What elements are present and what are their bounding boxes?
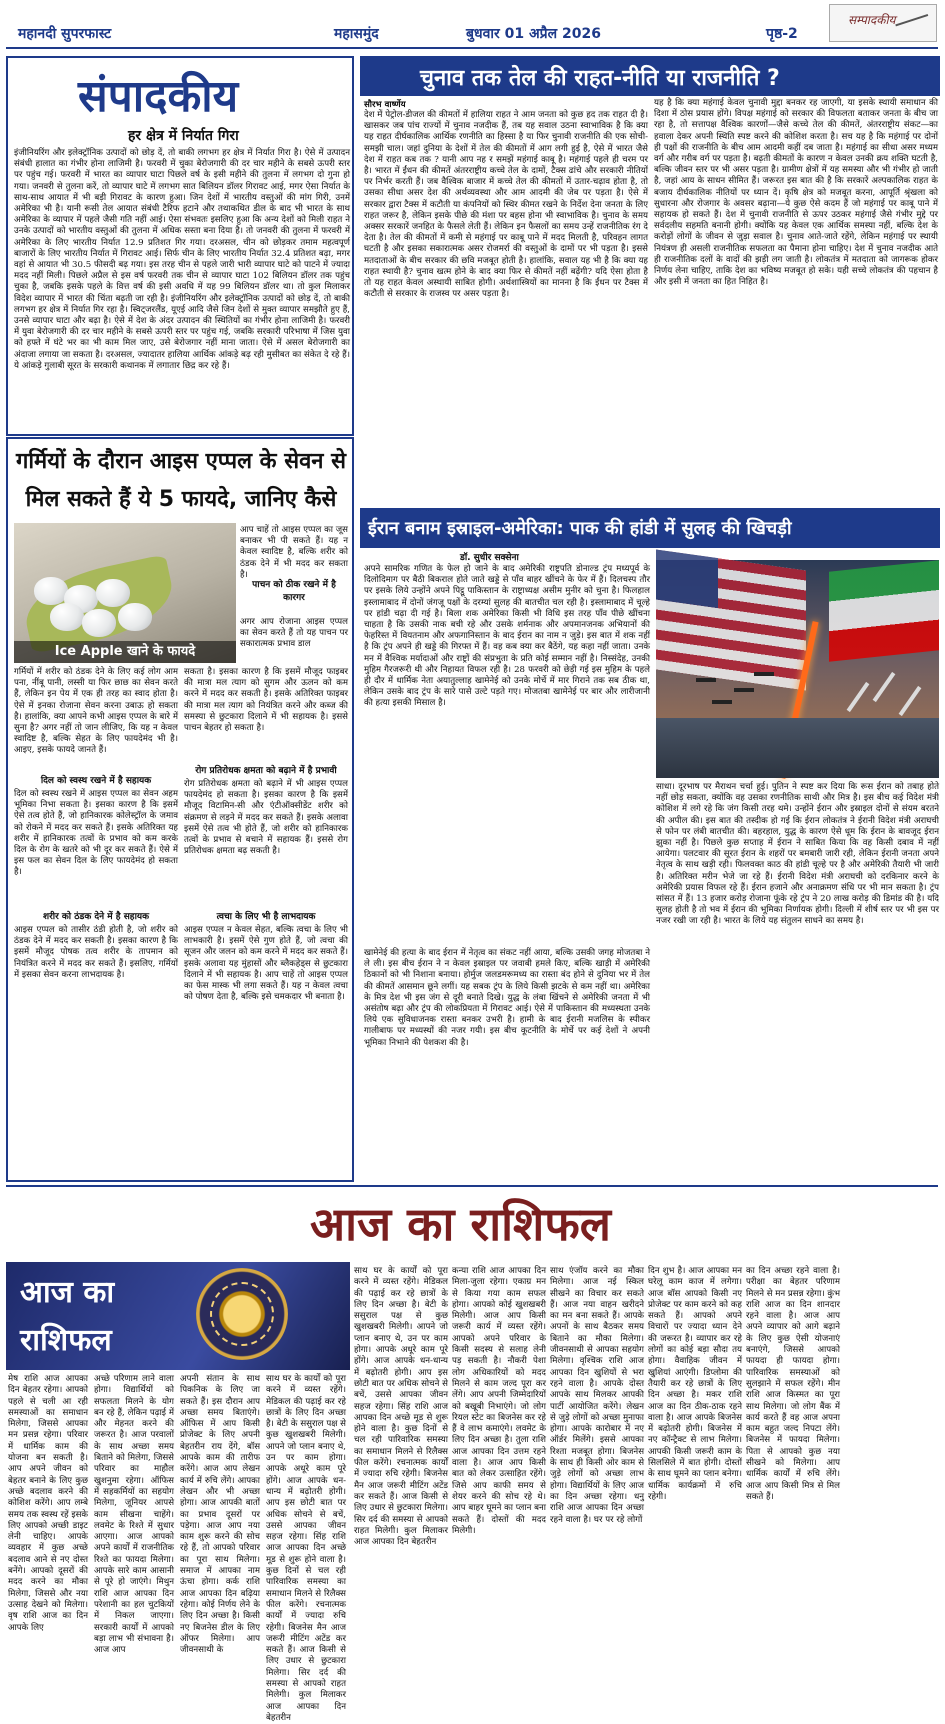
- jet-icon: [734, 688, 754, 692]
- iran-article-banner: [360, 508, 940, 548]
- ice-apple-caption: Ice Apple खाने के फायदे: [14, 641, 236, 663]
- issue-date: बुधवार 01 अप्रैल 2026: [466, 26, 601, 42]
- editorial-logo-text: सम्पादकीय: [848, 13, 896, 27]
- editorial-logo: [829, 4, 937, 42]
- ice-apple-fruit: [96, 579, 130, 607]
- immunity-text: रोग प्रतिरोधक क्षमता को बढ़ाने में भी आइस एप्पल फायदेमंद हो सकता है। इसका कारण है कि इसमें मौजूद विटामिन-सी और एंटीऑक्सीडेंट शरीर को संक्रमण से लड़ने में मदद कर सकते हैं। इसके अलावा इसमें ऐसे तत्व भी होते हैं, जो शरीर को हानिकारक तत्वों के प्रभाव से बचाने में सहायक हैं। इससे रोग प्रतिरोधक क्षमता बढ़ सकती है।: [184, 779, 348, 857]
- election-article-col2: यह है कि क्या महंगाई केवल चुनावी मुद्दा बनकर रह जाएगी, या इसके स्थायी समाधान की दिशा में ठोस प्रयास होंगे। विपक्ष महंगाई को सरकार की विफलता बताकर जनता के बीच जा रहा है, तो सत्तापक्ष वैश्विक कारणों—जैसे कच्चे तेल की कीमतें, अंतरराष्ट्रीय संकट—का हवाला देकर अपनी स्थिति स्पष्ट करने की कोशिश करता है। सच यह है कि महंगाई पर दोनों ही पक्षों की राजनीति के बीच आम आदमी कहीं दब जाता है। महंगाई का सीधा असर मध्यम वर्ग और गरीब वर्ग पर पड़ता है। बढ़ती कीमतों के कारण न केवल उनकी क्रय शक्ति घटती है, बल्कि जीवन स्तर पर भी असर पड़ता है। ग्रामीण क्षेत्रों में यह समस्या और भी गंभीर हो जाती है, जहां आय के साधन सीमित हैं। जरूरत इस बात की है कि सरकारें अल्पकालिक राहत के बजाय दीर्घकालिक नीतियों पर ध्यान दें। कृषि क्षेत्र को मजबूत करना, आपूर्ति श्रृंखला को सुधारना और रोजगार के अवसर बढ़ाना—ये कुछ ऐसे कदम हैं जो महंगाई पर काबू पाने में सहायक हो सकते हैं। देश में चुनावी राजनीति से ऊपर उठकर महंगाई जैसे गंभीर मुद्दे पर सर्वदलीय सहमति बनानी होगी। क्योंकि यह केवल एक आर्थिक समस्या नहीं, बल्कि देश के करोड़ों लोगों के जीवन से जुड़ा सवाल है। चुनाव आते-जाते रहेंगे, लेकिन महंगाई पर स्थायी नियंत्रण ही असली राजनीतिक सफलता का पैमाना होना चाहिए। देश में चुनाव नजदीक आते ही राजनीतिक दलों के वादों की झड़ी लग जाती है। लोकतंत्र में मतदाता को जागरूक होकर निर्णय लेना चाहिए, ताकि देश का भविष्य मजबूत हो सके। यही सच्चे लोकतंत्र की पहचान है और इसी में जनता का हित निहित है।: [654, 98, 938, 288]
- ice-apple-title: गर्मियों के दौरान आइस एप्पल के सेवन से मिल सकते हैं ये 5 फायदे, जानिए कैसे: [15, 449, 347, 512]
- masthead-rule: [6, 47, 938, 49]
- election-article-banner: [360, 56, 940, 96]
- horoscope-title: आज का राशिफल: [310, 1197, 611, 1251]
- heading-skin: त्वचा के लिए भी है लाभदायक: [216, 912, 316, 922]
- iran-war-image: [656, 560, 939, 778]
- intro-text: गर्मियों में शरीर को ठंडक देने के लिए कई लोग आम पना, नींबू पानी, लस्सी या फिर छाछ का सेवन करते हैं, लेकिन इन पेय में एक ही तरह का स्वाद होता है। ऐसे में इनका रोजाना सेवन करना उबाऊ हो सकता है। हालांकि, क्या आपने कभी आइस एप्पल के बारे में सुना है? अगर नहीं तो जान लीजिए, कि यह न केवल स्वादिष्ट है, बल्कि सेहत के लिए फायदेमंद भी है। आइए, इसके फायदे जानते हैं।: [14, 667, 178, 756]
- ground: [656, 718, 939, 778]
- masthead-bar: [6, 20, 826, 44]
- iran-article-title: ईरान बनाम इस्राइल-अमेरिका: पाक की हांडी में सुलह की खिचड़ी: [368, 518, 792, 539]
- missile-icon: [899, 686, 922, 716]
- heading-heart: दिल को स्वस्थ रखने में है सहायक: [40, 776, 152, 786]
- editorial-title: संपादकीय: [78, 71, 239, 122]
- editorial-section: [6, 56, 354, 436]
- horoscope-col3: अपनी संतान के साथ पिकनिक के लिए जा सकते हैं। इस दौरान आप अच्छा समय बिताएंगे। ऑफिस में आप किसी प्रोजेक्ट के लिए अपनी बेहतरीन राय देंगे, बॉस आपके काम की तारीफ करेंगे। आज आप लेखन कार्य में रुचि लेंगे। आपका लेखन और भी अच्छा होगा। आज आपकी बातों का प्रभाव दूसरों पर पड़ेगा। आज आप नया काम शुरू करने की सोच रहे हैं, तो आपको परिवार का पूरा साथ मिलेगा। समाज में आपका नाम ऊंचा होगा। कर्क राशि आज आपका दिन बढ़िया रहेगा। कोई निर्णय लेने के लिए दिन अच्छा है। किसी नए बिजनेस डील के लिए ऑफर मिलेगा। आप जीवनसाथी के: [180, 1374, 260, 1656]
- election-article-author: सौरभ वार्ष्णेय: [364, 100, 406, 110]
- horoscope-col4: साथ घर के कार्यों को पूरा करने में व्यस्त रहेंगे। मेडिकल की पढ़ाई कर रहे छात्रों के लिए दिन अच्छा है। बेटी के ससुराल पक्ष से कुछ खुशखबरी मिलेगी। आपने जो प्लान बनाए थे, उन पर काम होगा। आपके अधूरे काम पूरे होंगे। आज आपके धन-धान्य में बढ़ोतरी होगी। आप इस छोटी बात पर अधिक सोचने से बचें, उससे आपका जीवन सहज रहेगा। सिंह राशि आज आपका दिन अच्छे मूड से शुरू होने वाला है। कुछ दिनों से चल रही पारिवारिक समस्या का समाधान मिलने से रिलैक्स फील करेंगे। रचनात्मक कार्यों में ज्यादा रुचि रहेगी। बिजनेस मैन आज जरूरी मीटिंग अटेंड कर सकते हैं। आज किसी से लिए उधार से छुटकारा मिलेगा। सिर दर्द की समस्या से आपको राहत मिलेगी। कुल मिलाकर आज आपका दिन बेहतरीन: [354, 1266, 448, 1548]
- horoscope-col6: साथ एंजॉय करने का मौका मिलेगा। आज नई स्किल सीखने का विचार कर सकते हैं। आज नया वाहन खरीदने का मन बना सकते हैं। आपके अपनों के साथ बैठकर समय बिताने का मौका मिलेगा। जीवनसाथी से आपका सहयोग मिलेगा। वृश्चिक राशि आज आपका दिन खुशियों से भरा रहने वाला है। आपके दोस्त आपके साथ मिलकर आपकी पार्टी आयोजित करेंगे। लेखन से जुड़े लोगों को अच्छा मुनाफा होगा। आपके कारोबार में नए ऑर्डर मिलेंगे। इससे आपका रिश्ता मजबूत होगा। बिजनेस के साथ ही किसी ओर काम से जुड़े लोगों को अच्छा लाभ होगा। विद्यार्थियों के लिए आज का दिन अच्छा रहेगा। धनु राशि आज आपका दिन अच्छा रहने वाला है। घर पर रहे लोगों: [550, 1266, 644, 1525]
- election-article-title: चुनाव तक तेल की राहत-नीति या राजनीति ?: [420, 66, 780, 91]
- jet-icon: [754, 672, 774, 676]
- missile-icon: [847, 682, 870, 712]
- paper-name: महानदी सुपरफास्ट: [18, 26, 112, 42]
- iran-article-author: डॉ. सुधीर सक्सेना: [460, 553, 519, 563]
- editorial-body: इंजीनियरिंग और इलेक्ट्रॉनिक उत्पादों को छोड़ दें, तो बाकी लगभग हर क्षेत्र में निर्यात गिरा है। ऐसे में उत्पादन संबंधी हालात का गंभीर होना लाजिमी है। फरवरी में चुका बेरोजगारी की दर चार महीने के सबसे ऊपरी स्तर पर पहुंच गई। फरवरी में भारत का व्यापार घाटा पिछले वर्ष के इसी महीने की तुलना में लगभग दो गुना हो गया। जनवरी से तुलना करें, तो व्यापार घाटे में लगभग सात बिलियन डॉलर गिरावट आई, मगर ऐसा निर्यात के साथ-साथ आयात में भी बड़ी गिरावट के कारण हुआ। जिन देशों में भारतीय वस्तुओं की मांग गिरी, उनमें अमेरिका भी है। यानी रूसी तेल आयात संबंधी टैरिफ हटाने और तथाकथित डील के बाद भी भारत के साथ अमेरिका के व्यापार में पहले जैसी गति नहीं आई। ऐसा संभवतः इसलिए हुआ कि अन्य देशों को मिली राहत ने उनके उत्पादों को भारतीय वस्तुओं की तुलना में अधिक सस्ता बना दिया है। तो जनवरी की तुलना में फरवरी में अमेरिका के लिए भारतीय निर्यात 12.9 प्रतिशत गिर गया। दरअसल, चीन को छोड़कर तमाम महत्वपूर्ण बाजारों के लिए भारतीय निर्यात में गिरावट आई। सिर्फ चीन के लिए भारतीय निर्यात 32.4 प्रतिशत बढ़ा, मगर वहां से आयात भी 30.5 फीसदी बढ़ गया। इस तरह चीन से पहले जारी भारी व्यापार घाटे को पाटने में ज्यादा मदद नहीं मिली। पिछले अप्रैल से इस वर्ष फरवरी तक चीन से व्यापार घाटा 102 बिलियन डॉलर तक पहुंच चुका है, जबकि इसके पहले के वित्त वर्ष की इसी अवधि में यह 99 बिलियन डॉलर था। तो कुल मिलाकर विदेश व्यापार में भारत की चिंता बढ़ती जा रही है। इंजीनियरिंग और इलेक्ट्रॉनिक उत्पादों को छोड़ दें, तो बाकी लगभग हर क्षेत्र में निर्यात गिर रहा है। स्विट्जरलैंड, यूएई आदि जैसे जिन देशों से मुक्त व्यापार समझौते हुए हैं, उनसे व्यापार घाटा और बढ़ा है। ऐसे में देश के अंदर उत्पादन की स्थितियों का गंभीर होना लाजिमी है। फरवरी में युवा बेरोजगारी की दर चार महीने के सबसे ऊपरी स्तर पर पहुंच गई, जबकि सरकारी परिभाषा में जिस युवा को हफ्ते में घंटे भर का भी काम मिल जाए, उसे बेरोजगार नहीं माना जाता। ऐसे में असल बेरोजगारी का अंदाजा लगाया जा सकता है। दरअसल, ज्यादातर हालिया आर्थिक आंकड़े बढ़ रही मुसीबत का संकेत दे रहे हैं। ये आंकड़े गुलाबी सूरत के सरकारी कथानक में लगातार छिद्र कर रहे हैं।: [14, 148, 350, 371]
- page-number: पृष्ठ-2: [766, 26, 798, 42]
- missile-icon: [873, 672, 896, 702]
- skin-text: आइस एप्पल न केवल सेहत, बल्कि त्वचा के लिए भी लाभकारी है। इसमें ऐसे गुण होते हैं, जो त्वचा की सूजन और जलन को कम करने में मदद कर सकते हैं। इसके अलावा यह मुंहासों और ब्लैकहेड्स से छुटकारा दिलाने में भी सहायक है। आप चाहें तो आइस एप्पल का फेस मास्क भी लगा सकते हैं। यह न केवल त्वचा को पोषण देता है, बल्कि इसे चमकदार भी बनाता है।: [184, 925, 348, 1003]
- digestion-text: सकता है। इसका कारण है कि इसमें मौजूद फाइबर की मात्रा मल त्याग को सुगम और ऊलन को कम करने में मदद कर सकती है। इसके अतिरिक्त फाइबर की मात्रा मल त्याग को नियंत्रित करने और कब्ज की समस्या से छुटकारा दिलाने में भी सहायक है। इससे पाचन बेहतर हो सकता है।: [184, 667, 348, 734]
- horoscope-col7: दिन शुभ है। आज आपका मन घरेलू काम काज में लगेगा। आज बॉस आपको किसी नए प्रोजेक्ट पर काम करने को कह सकते हैं। आपको अपने विचारों पर ज्यादा ध्यान देने की जरूरत है। व्यापार कर रहे लोगों का कोई बड़ा सौदा तय होगा। वैवाहिक जीवन में खुशियां आएंगी। डिप्लोमा की तैयारी कर रहे छात्रों के लिए दिन अच्छा है। मकर राशि आज का दिन ठीक-ठाक रहने वाला है। आज आपके बिजनेस में बढ़ोतरी होगी। बिजनेस में नए कॉन्ट्रैक्ट से लाभ मिलेगा। आपकी किसी जरूरी काम के सिलसिले में बात होगी। दोस्तों के साथ घूमने का प्लान बनेगा। धार्मिक कार्यक्रमों में रुचि रहेगी।: [648, 1266, 742, 1502]
- heart-text: दिल को स्वस्थ रखने में आइस एप्पल का सेवन अहम भूमिका निभा सकता है। इसका कारण है कि इसमें ऐसे तत्व होते हैं, जो हानिकारक कोलेस्ट्रॉल के जमाव को रोकने में मदद कर सकते हैं। इसके अतिरिक्त यह शरीर में हानिकारक तत्वों के प्रभाव को कम करके दिल के रोग के खतरे को भी दूर कर सकते हैं। ऐसे में इस फल का सेवन दिल के लिए फायदेमंद हो सकता है।: [14, 789, 178, 878]
- ice-apple-fruit: [82, 609, 116, 637]
- digestion-intro: अगर आप रोजाना आइस एप्पल का सेवन करते हैं तो यह पाचन पर सकारात्मक प्रभाव डाल: [240, 617, 348, 650]
- horoscope-col4-left: साथ घर के कार्यों को पूरा करने में व्यस्त रहेंगे। मेडिकल की पढ़ाई कर रहे छात्रों के लिए दिन अच्छा है। बेटी के ससुराल पक्ष से कुछ खुशखबरी मिलेगी। आपने जो प्लान बनाए थे, उन पर काम होगा। आपके अधूरे काम पूरे होंगे। आज आपके धन-धान्य में बढ़ोतरी होगी। आप इस छोटी बात पर अधिक सोचने से बचें, उससे आपका जीवन सहज रहेगा। सिंह राशि आज आपका दिन अच्छे मूड से शुरू होने वाला है। कुछ दिनों से चल रही पारिवारिक समस्या का समाधान मिलने से रिलैक्स फील करेंगे। रचनात्मक कार्यों में ज्यादा रुचि रहेगी। बिजनेस मैन आज जरूरी मीटिंग अटेंड कर सकते हैं। आज किसी से लिए उधार से छुटकारा मिलेगा। सिर दर्द की समस्या से आपको राहत मिलेगी। कुल मिलाकर आज आपका दिन बेहतरीन: [266, 1374, 346, 1723]
- jet-icon: [712, 700, 732, 704]
- leaf-icon: [18, 554, 179, 654]
- ice-apple-article: [6, 437, 354, 1182]
- heading-immunity: रोग प्रतिरोधक क्षमता को बढ़ाने में है प्रभावी: [195, 766, 337, 776]
- body-cooling-text: आइस एप्पल को तासीर ठंडी होती है, जो शरीर को ठंडक देने में मदद कर सकती है। इसका कारण है कि इसमें मौजूद पोषक तत्व शरीर के तापमान को नियंत्रित करने में मदद कर सकते हैं। इसलिए, गर्मियों में इसका सेवन करना लाभदायक है।: [14, 925, 178, 980]
- horoscope-banner-line2: राशिफल: [20, 1323, 112, 1358]
- horoscope-col8: का दिन अच्छा रहने वाला है। परीक्षा का बेहतर परिणाम मिलने से मन प्रसन्न रहेगा। कुंभ राशि आज का दिन शानदार रहने वाला है। आज आप अपने व्यापार को आगे बढ़ाने के लिए कुछ ऐसी योजनाएं बनाएंगे, जिससे आपको फायदा ही फायदा होगा। पारिवारिक समस्याओं को सुलझाने में सफल रहेंगे। मीन राशि आज किस्मत का पूरा साथ मिलेगा। जो लोग बैंक में कार्य करते हैं वह आज अपना काम बहुत जल्द निपटा लेंगे। बिजनेस में फायदा मिलेगा। पिता से आपको कुछ नया सीखने को मिलेगा। आप धार्मिक कार्यों में रुचि लेंगे। आज आप किसी मित्र से मिल सकते हैं।: [746, 1266, 840, 1502]
- ice-apple-image: [14, 523, 236, 663]
- city-name: महासमुंद: [334, 26, 379, 42]
- ice-apple-fruit: [34, 577, 68, 605]
- horoscope-col2: अच्छे परिणाम लाने वाला होगा। विद्यार्थियों को सफलता मिलने के योग बन रहे हैं, लेकिन पढ़ाई में और मेहनत करने की जरूरत है। आज परवालों के साथ अच्छा समय बिताने को मिलेगा, जिससे परिवार का माहौल खुशनुमा रहेगा। ऑफिस में सहकर्मियों का सहयोग मिलेगा, जूनियर आपसे काम सीखना चाहेंगे। लवमेट के रिश्ते में सुधार आएगा। आज आपको अपने कार्यों में राजनीतिक रिश्ते का फायदा मिलेगा। आपके सारे काम आसानी से पूरे हो जाएंगे। मिथुन राशि आज आपका दिन परेशानी का हल चुटकियों में निकल जाएगा। सरकारी कार्यों में आपको बड़ा लाभ भी संभावना है। आज आप: [94, 1374, 174, 1656]
- horoscope-banner-image: [6, 1262, 350, 1370]
- masthead: [0, 0, 945, 60]
- jet-icon: [696, 678, 716, 682]
- us-flag-icon: [656, 549, 806, 690]
- horoscope-banner-line1: आज का: [20, 1275, 115, 1310]
- editorial-subtitle: हर क्षेत्र में निर्यात गिरा: [128, 128, 239, 144]
- section-divider: [6, 1185, 938, 1187]
- ice-apple-fruit: [50, 603, 84, 631]
- iran-article-right: साधा। दूरभाष पर मैराथन चर्चा हुई। पुतिन ने स्पष्ट कर दिया कि रूस ईरान को तबाह होते नहीं छोड़ सकता, क्योंकि वह उसका रणनीतिक साथी और मित्र है। इस बीच कई विदेश मंत्री कोशिश में लगे रहे कि जंग किसी तरह थमे। उन्होंने ईरान और इस्राइल दोनों से संयम बरतने की अपील की। इस बात की तस्दीक हो गई कि ईरान लोकतंत्र ने ईरानी विदेश मंत्री अराघची से फोन पर लंबी बातचीत की। बहरहाल, युद्ध के कारण ऐसे धूम कि ईरान के बावजूद ईरान झुका नहीं है। पिछले कुछ सप्ताह में ईरान ने साबित किया कि वह किसी दबाव में नहीं आयेगा। पलटवार की सूरत ईरान के शहरों पर बमबारी जारी रही, लेकिन ईरानी जनता अपने नेतृत्व के साथ खड़ी रही। फिलवक्त काठ की हांडी चूल्हे पर है और अमेरिकी तैयारी भी जारी है। अतिरिक्त मरीन भेजे जा रहे हैं। ईरानी विदेश मंत्री अराघची को दरकिनार करने के अमेरिकी प्रयास विफल रहे हैं। ईरान हजाने और अनाक्रमण संधि पर भी मान सकता है। ट्रंप सांसत में हैं। 13 हजार करोड़ रोजाना फूंके रहे ट्रंप ने 20 लाख करोड़ की डिमांड की है। यदि सुलह होती है तो भव में ईरान की भूमिका निर्णायक होगी। दिल्ली में शीर्ष स्तर पर भी इस पर नजर रखी जा रही है। भारत के लिये यह संतुलन साधने का समय है।: [656, 782, 939, 927]
- ice-apple-fruit: [118, 603, 152, 631]
- ice-apple-side-text: आप चाहें तो आइस एप्पल का जूस बनाकर भी पी सकते हैं। यह न केवल स्वादिष्ट है, बल्कि शरीर को ठंडक देने में भी मदद कर सकता है।: [240, 525, 348, 580]
- horoscope-col1: मेष राशि आज आपका दिन बेहतर रहेगा। आपको पहले से चली आ रही समस्याओं का समाधान मिलेगा, जिससे आपका मन प्रसन्न रहेगा। परिवार में धार्मिक काम की योजना बन सकती है। आप अपने जीवन को बेहतर बनाने के लिए कुछ अच्छे बदलाव करने की कोशिश करेंगे। आप लम्बे समय तक स्वस्थ रहें इसके लिए आपको अच्छी डाइट लेनी चाहिए। आपके व्यवहार में कुछ अच्छे बदलाव आने से नए दोस्त बनेंगे। आपको दूसरों की मदद करने का मौका मिलेगा, जिससे और नया उत्साह देखने को मिलेगा। वृष राशि आज का दिन आपके लिए: [8, 1374, 88, 1633]
- heading-digestion: पाचन को ठीक रखने में है कारगर: [252, 580, 336, 603]
- horoscope-col5: कन्या राशि आज आपका दिन मिला-जुला रहेगा। एकाग्र मन से किया गया काम सफल होगा। आपको कोई खुशखबरी मिलेगी। आज आप किसी जरूरी कार्य में व्यस्त रहेंगे। आपको अपने परिवार के किसी सदस्य से सलाह लेनी पड़ सकती है। नौकरी पेशा लोग अधिकारियों को मदद मिलने से काम जल्द पूरा कर लेंगे। आप अपनी जिम्मेदारियों को बखूबी निभाएंगे। जो लोग रियल स्टेट का बिजनेस कर रहे हैं वे लाभ कमाएंगे। लवमेट के लिए दिन अच्छा है। तुला राशि आज आपका दिन उत्तम रहने वाला है। आज आप किसी बात को लेकर उत्साहित रहेंगे। जिसे आप काफी समय से शेयर करने की सोच रहे थे। आप बाहर घूमने का प्लान बना सकते हैं। दोस्तों की मदद मिलेगी।: [452, 1266, 546, 1536]
- pen-icon: [895, 14, 930, 34]
- iran-flag-icon: [829, 560, 939, 662]
- election-article-col1: देश में पेट्रोल-डीजल की कीमतों में हालिया राहत ने आम जनता को कुछ हद तक राहत दी है। खासकर जब पांच राज्यों में चुनाव नजदीक हैं, तब यह सवाल उठना स्वाभाविक है कि क्या यह राहत दीर्घकालिक आर्थिक रणनीति का हिस्सा है या फिर चुनावी राजनीति की एक सोची-समझी चाल। जहां दुनिया के देशों में तेल की कीमतों में आग लगी हुई है, ऐसे में भारत जैसे देश में राहत कब तक ? यानी आप नह र समझें महंगाई काबू है। महंगाई पहले ही चरम पर है। भारत में ईंधन की कीमतें अंतरराष्ट्रीय कच्चे तेल के दामों, टैक्स ढांचे और सरकारी नीतियों पर निर्भर करती हैं। जब वैश्विक बाजार में कच्चे तेल की कीमतों में उतार-चढ़ाव होता है, तो उसका सीधा असर देश की अर्थव्यवस्था और आम आदमी की जेब पर पड़ता है। ऐसे में सरकार द्वारा टैक्स में कटौती या कंपनियों को स्थिर कीमत रखने के निर्देश देना जनता के लिए राहत जरूर है, लेकिन इसके पीछे की मंशा पर बहस होना भी स्वाभाविक है। चुनाव के समय अक्सर सरकारें जनहित के फैसले लेती हैं। लेकिन इन फैसलों का समय उन्हें राजनीतिक रंग दे देता है। तेल की कीमतों में कमी से महंगाई पर काबू पाने में मदद मिलती है, परिवहन लागत घटती है और इसका सकारात्मक असर रोजमर्रा की वस्तुओं के दामों पर भी पड़ता है। इससे मतदाताओं के बीच सरकार की छवि मजबूत होती है। हालांकि, सवाल यह भी है कि क्या यह राहत स्थायी है? चुनाव खत्म होने के बाद क्या फिर से कीमतें नहीं बढ़ेंगी? यदि ऐसा होता है तो यह राहत केवल अस्थायी साबित होगी। अर्थशास्त्रियों का मानना है कि ईंधन पर टैक्स में कटौती से सरकार के राजस्व पर असर पड़ता है।: [364, 110, 648, 300]
- heading-body-cooling: शरीर को ठंडक देने में है सहायक: [42, 912, 150, 922]
- iran-article-bottom-left: खामेनेई की हत्या के बाद ईरान में नेतृत्व का संकट नहीं आया, बल्कि उसकी जगह मोजतबा ने ले ली। इस बीच ईरान ने न केवल इस्राइल पर जवाबी हमले किए, बल्कि खाड़ी में अमेरिकी ठिकानों को भी निशाना बनाया। होर्मुज जलडमरूमध्य का रास्ता बंद होने से दुनिया भर में तेल की कीमतें आसमान छूने लगीं। यह सबक ट्रंप के लिये किसी झटके से कम नहीं था। अमेरिका के मित्र देश भी इस जंग से दूरी बनाते दिखे। युद्ध के लंबा खिंचने से अमेरिकी जनता में भी असंतोष बढ़ा और ट्रंप की लोकप्रियता में गिरावट आई। ऐसे में पाकिस्तान की मध्यस्थता उनके लिये एक सुविधाजनक रास्ता बनकर उभरी है। हामी के बाद ईरानी मजलिस के स्पीकर गालीबाफ पर मध्यस्थों की नजर गयी। इस बीच कूटनीति के मोर्चे पर कई देशों ने अपनी भूमिका निभाने की पेशकश की है।: [364, 948, 650, 1048]
- iran-article-left: अपने सामरिक गणित के फेल हो जाने के बाद अमेरिकी राष्ट्रपति डोनाल्ड ट्रंप मध्यपूर्व के दिलोदिमाग पर बैठी बिकराल होते जाते खड्डे से पाँव बाहर खींचने के फेर में हैं। दिलचस्प तौर पर इसके लिये उन्होंने अपने पिट्ठू पाकिस्तान के राष्ट्राध्यक्ष असीम मुनीर को चुना है। फिलहाल इस्लामाबाद में दोनों जंगजू पक्षों के दरम्यां सुलह की बातचीत चल रही है। इस्लामाबाद में चूल्हे पर हांडी चढ़ा दी गई है। बिला शक अमेरिका किसी भी विधि इस तरह पाँव पीछे खींचना चाहता है कि उसकी नाक बची रहे और उसके शर्मनाक और अपमानजनक अभियानों की फेहरिस्त में वियतनाम और अफगानिस्तान के बाद ईरान का नाम न जुड़े। इस बात में शक नहीं है कि ट्रंप अपने ही खड्डे की गिरफ्त में हैं। वह कब क्या कर बैठेंगे, यह कहा नहीं जाता। उनके मन में वैश्विक मर्यादाओं और राष्ट्रों की संप्रभुता के प्रति कोई सम्मान नहीं है। निस्संदेह, उनकी मुहिम गैरजरूरी थी और निहायत विफल रही है। 28 फरवरी को छेड़ी गई इस मुहिम के पहले ही दौर में धार्मिक नेता अयातुल्लाह खामेनेई को उनके मोर्चे में मार गिराने तक सब ठीक था, लेकिन उसके बाद ट्रंप के सारे पासे उल्टे पड़ते गए। मोजतबा खामेनेई पर बार और लारीजानी की हत्या इसकी मिसाल है।: [364, 564, 650, 709]
- zodiac-wheel-icon: [196, 1268, 288, 1360]
